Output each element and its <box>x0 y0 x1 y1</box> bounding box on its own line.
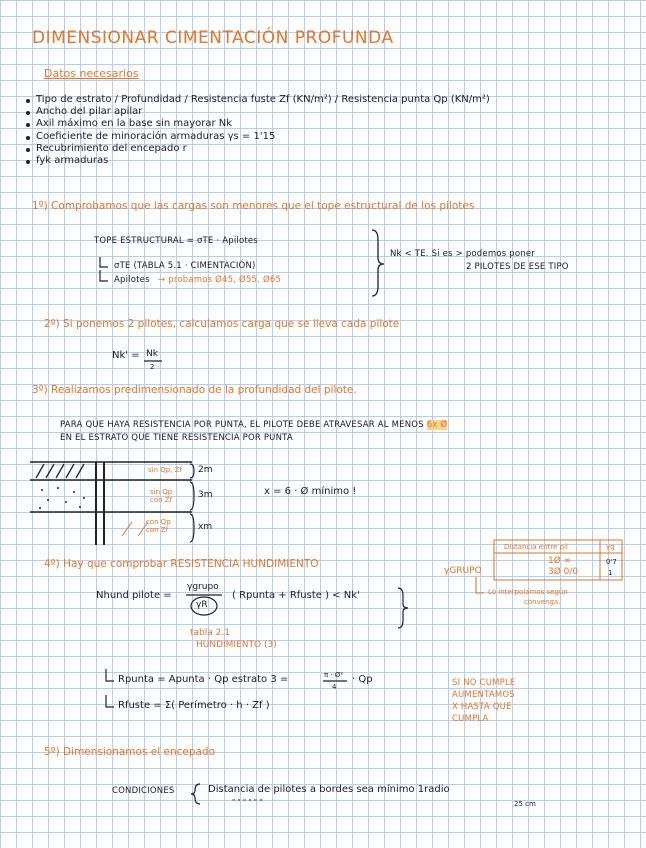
step3-text-main: PARA QUE HAYA RESISTENCIA POR PUNTA, EL PILOTE DEBE ATRAVESAR AL MENOS <box>60 420 427 430</box>
layer-depth: 2m <box>198 465 213 475</box>
page-title: DIMENSIONAR CIMENTACIÓN PROFUNDA <box>32 28 394 48</box>
rpunta-numerator: π · Ø² <box>324 671 344 679</box>
step4-heading: 4º) Hay que comprobar RESISTENCIA HUNDIMIENTO <box>44 558 319 570</box>
min-cm: 25 cm <box>514 800 536 808</box>
hundimiento-ref: HUNDIMIENTO (3) <box>196 640 277 650</box>
brace <box>372 230 384 296</box>
rfuste-formula: Rfuste = Σ( Perímetro · h · Zf ) <box>118 700 270 711</box>
fraction-numerator: Nk <box>146 349 158 359</box>
nk-te-condition: Nk < TE. Si es > podemos poner <box>390 249 535 259</box>
condiciones-label: CONDICIONES <box>112 786 175 796</box>
brace <box>398 588 408 628</box>
gamma-grupo: γgrupo <box>187 582 219 592</box>
table-header: Distancia entre pil <box>504 543 568 551</box>
tabla-ref: tabla 2.1 <box>190 628 230 638</box>
highlight-6d: 6x Ø <box>426 420 448 430</box>
rpunta-formula: Rpunta = Apunta · Qp estrato 3 = <box>118 674 289 685</box>
gamma-r: γR <box>196 600 208 610</box>
step3-text2: EN EL ESTRATO QUE TIENE RESISTENCIA POR PUNTA <box>60 433 293 443</box>
condicion-1: Distancia de pilotes a bordes sea mínimo 1radio <box>208 784 450 795</box>
layer-label: sin Qp, Zf <box>148 466 182 474</box>
table-cell: 1 <box>608 569 613 577</box>
apilotes-label: Apilotes <box>114 275 150 285</box>
dos-pilotes-text: 2 PILOTES DE ESE TIPO <box>466 262 569 272</box>
arrow-connector <box>106 695 114 707</box>
table-header-gamma: γg <box>606 543 615 551</box>
arrow-connector <box>100 270 108 281</box>
cumple-note: X HASTA QUE <box>452 702 512 712</box>
table-cell: 0'7 <box>606 558 617 566</box>
rpunta-end: · Qp <box>352 674 373 685</box>
ditto-marks: " " " " " " <box>232 798 263 806</box>
arrow-connector <box>106 669 114 681</box>
bullet-item: fyk armaduras <box>36 155 109 166</box>
layer-depth: 3m <box>198 490 213 500</box>
bullet-item: Tipo de estrato / Profundidad / Resistencia fuste Zf (KN/m²) / Resistencia punta Qp (KN/m²) <box>36 94 490 105</box>
ygrupo-label: γGRUPO <box>444 566 482 576</box>
brace <box>191 784 200 804</box>
table-cell: 3Ø 0/0 <box>548 567 579 577</box>
tope-estructural: TOPE ESTRUCTURAL = σTE · Apilotes <box>94 236 258 246</box>
cumple-note: AUMENTAMOS <box>452 690 515 700</box>
bullet-item: Recubrimiento del encepado r <box>36 143 187 154</box>
resistencias-expr: ( Rpunta + Rfuste ) < Nk' <box>232 590 360 601</box>
bullet-item: Axil máximo en la base sin mayorar Nk <box>36 118 233 129</box>
interp-note: Lo interpolamos según <box>488 588 568 596</box>
probamos-text: → probamos Ø45, Ø55, Ø65 <box>158 275 282 285</box>
cumple-note: SI NO CUMPLE <box>452 678 516 688</box>
fraction-denominator: 2 <box>150 363 155 371</box>
step3-heading: 3º) Realizamos predimensionado de la profundidad del pilote. <box>32 384 357 396</box>
arrow-connector <box>476 577 484 593</box>
bullet-dots <box>26 99 30 164</box>
rpunta-denominator: 4 <box>332 683 337 691</box>
step5-heading: 5º) Dimensionamos el encepado <box>44 746 216 758</box>
step1-heading: 1º) Comprobamos que las cargas son menores que el tope estructural de los pilotes <box>32 200 475 212</box>
table-cell: 1Ø ∞ <box>548 556 572 566</box>
bullet-item: Coeficiente de minoración armaduras γs = 1'15 <box>36 131 276 142</box>
step2-heading: 2º) Si ponemos 2 pilotes, calculamos carga que se lleva cada pilote <box>44 318 400 330</box>
cumple-note: CUMPLA <box>452 714 489 724</box>
bullet-item: Ancho del pilar apilar <box>36 106 143 117</box>
datos-heading: Datos necesarios <box>44 67 139 80</box>
interp-note2: convenga. <box>524 598 561 606</box>
sigma-te-line: σTE (TABLA 5.1 · CIMENTACIÓN) <box>114 261 256 271</box>
layer-label: con Qp con Zf <box>146 518 171 534</box>
nhund-label: Nhund pilote = <box>96 590 172 601</box>
arrow-connector <box>100 257 108 267</box>
nk-prime: Nk' = <box>112 350 140 361</box>
min-depth-formula: x = 6 · Ø mínimo ! <box>264 486 357 497</box>
layer-label: sin Qp con Zf <box>150 488 173 504</box>
step3-text <box>60 420 447 430</box>
layer-depth: xm <box>198 522 213 532</box>
soil-dots <box>39 487 85 509</box>
